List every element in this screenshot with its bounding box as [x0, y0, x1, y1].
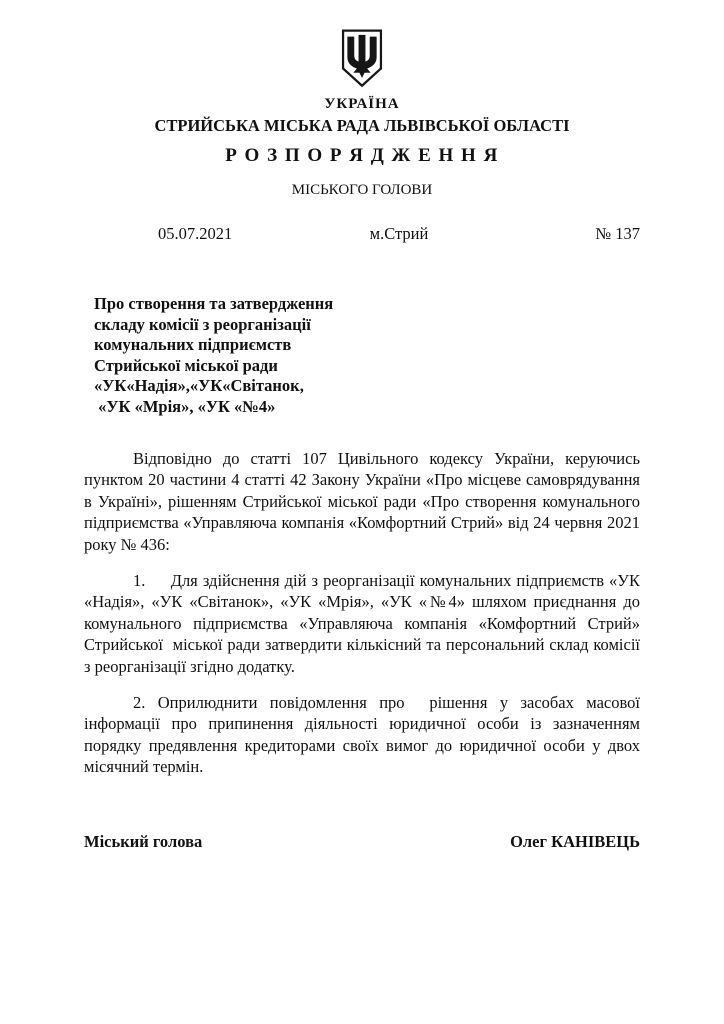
- subject-line: «УК «Мрія», «УК «№4»: [94, 396, 276, 416]
- body-text: [84, 448, 645, 778]
- emblem-wrap: [84, 28, 640, 95]
- document-subtype: МІСЬКОГО ГОЛОВИ: [291, 182, 433, 198]
- meta-row: [84, 224, 640, 244]
- subject-line: Стрийської міської ради: [94, 355, 278, 375]
- country-label: УКРАЇНА: [324, 96, 400, 112]
- paragraph-item-1: 1. Для здійснення дій з реорганізації комунальних підприємств «УК «Надія», «УК «Світанок», «УК «Мрія», «УК «№4» шляхом приєднання до комунального підприємства «Управляюча компанія «Комфортний Стрий» Стрийської міської ради затвердити кількісний та персональний склад комісії з реорганізації згідно додатку.: [84, 571, 645, 676]
- organization-name: СТРИЙСЬКА МІСЬКА РАДА ЛЬВІВСЬКОЇ ОБЛАСТІ: [154, 116, 570, 135]
- document-type-title: Р О З П О Р Я Д Ж Е Н Н Я: [225, 145, 499, 166]
- subject-line: Про створення та затвердження: [94, 294, 334, 313]
- subject-line: складу комісії з реорганізації: [94, 314, 311, 334]
- signature-row: [84, 832, 640, 852]
- subject-block: [94, 294, 640, 417]
- paragraph-preamble: Відповідно до статті 107 Цивільного кодексу України, керуючись пунктом 20 частини 4 статті 42 Закону України «Про місцеве самоврядування в Україні», рішенням Стрийської міської ради «Про створення комунального підприємства «Управляюча компанія «Комфортний Стрий» від 24 червня 2021 року № 436:: [84, 449, 645, 554]
- document-date: 05.07.2021: [158, 224, 233, 243]
- document-place: м.Стрий: [369, 224, 429, 243]
- document-number: № 137: [595, 224, 641, 243]
- paragraph-item-2: 2. Оприлюднити повідомлення про рішення у засобах масової інформації про припинення діяльності юридичної особи із зазначенням порядку предявлення кредиторами своїх вимог до юридичної особи у двох місячний термін.: [84, 693, 645, 777]
- subject-line: «УК«Надія»,«УК«Світанок,: [94, 376, 304, 395]
- subject-line: комунальних підприємств: [94, 335, 292, 354]
- signer-name: Олег КАНІВЕЦЬ: [510, 832, 640, 851]
- signer-title: Міський голова: [84, 832, 203, 851]
- ukraine-trident-icon: [336, 28, 388, 90]
